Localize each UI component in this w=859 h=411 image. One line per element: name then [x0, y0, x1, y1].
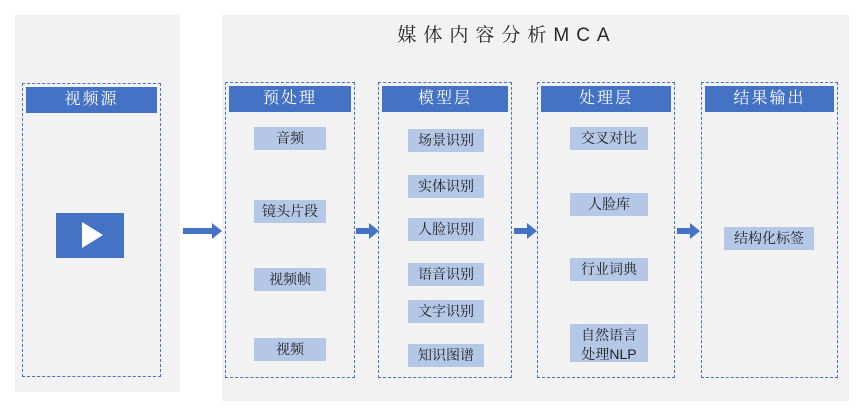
flow-arrow-process-to-result	[677, 223, 700, 239]
flow-item-speech-recognition: 语音识别	[408, 263, 484, 286]
nlp-line2: 处理NLP	[581, 346, 637, 362]
column-header-model-layer: 模型层	[382, 86, 508, 112]
flow-item-audio: 音频	[254, 127, 326, 150]
arrow-head-icon	[212, 223, 222, 239]
column-header-preprocess: 预处理	[229, 86, 351, 112]
flow-arrow-source-to-preprocess	[183, 223, 222, 239]
video-thumbnail	[56, 213, 124, 258]
column-header-process-layer: 处理层	[541, 86, 671, 112]
play-icon	[82, 222, 103, 248]
flow-item-text-recognition: 文字识别	[408, 300, 484, 323]
nlp-line1: 自然语言	[581, 327, 637, 343]
arrow-head-icon	[527, 223, 537, 239]
arrow-bar	[677, 228, 691, 234]
arrow-bar	[356, 228, 370, 234]
flow-item-cross-compare: 交叉对比	[570, 127, 648, 150]
flow-item-knowledge-graph: 知识图谱	[408, 344, 484, 367]
flow-arrow-model-to-process	[514, 223, 537, 239]
flow-item-face-recognition: 人脸识别	[408, 218, 484, 241]
flow-item-video-frame: 视频帧	[254, 268, 326, 291]
column-header-result-output: 结果输出	[705, 86, 834, 112]
flow-item-nlp	[570, 324, 648, 362]
flow-arrow-preprocess-to-model	[356, 223, 379, 239]
flow-item-scene-recognition: 场景识别	[408, 129, 484, 152]
arrow-bar	[183, 228, 213, 234]
diagram-title: 媒体内容分析MCA	[397, 25, 617, 46]
video-source-header: 视频源	[26, 87, 157, 113]
arrow-bar	[514, 228, 528, 234]
flow-item-video: 视频	[254, 338, 326, 361]
arrow-head-icon	[690, 223, 700, 239]
flow-item-face-library: 人脸库	[570, 193, 648, 216]
flow-item-structured-tags: 结构化标签	[724, 227, 814, 250]
flow-item-industry-dictionary: 行业词典	[570, 258, 648, 281]
flow-item-entity-recognition: 实体识别	[408, 175, 484, 198]
flow-item-shot-segment: 镜头片段	[254, 200, 326, 223]
